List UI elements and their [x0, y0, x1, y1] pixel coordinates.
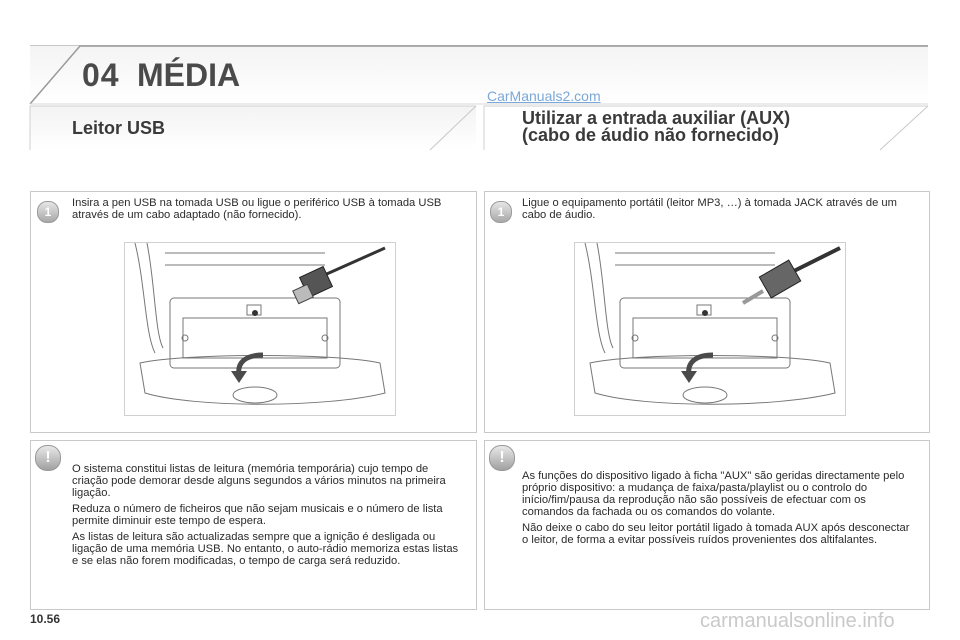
- usb-step-text: Insira a pen USB na tomada USB ou ligue o periférico USB à tomada USB através de um cabo adaptado (não fornecido).: [72, 197, 442, 221]
- step-number-badge: 1: [490, 201, 512, 223]
- watermark-link[interactable]: CarManuals2.com: [487, 88, 601, 104]
- aux-step-text: Ligue o equipamento portátil (leitor MP3, …) à tomada JACK através de um cabo de áudio.: [522, 197, 897, 221]
- step-number-badge: 1: [37, 201, 59, 223]
- warning-icon: !: [489, 445, 515, 471]
- usb-plug-icon: [252, 248, 385, 316]
- aux-warning-text: [522, 470, 914, 550]
- usb-illustration: [124, 242, 396, 416]
- usb-note-1: O sistema constitui listas de leitura (memória temporária) cujo tempo de criação pode demorar desde alguns segundos a vários minutos na primeira ligação.: [72, 463, 446, 499]
- chapter-number: 04: [82, 57, 120, 93]
- section-title-usb: Leitor USB: [72, 118, 166, 138]
- section-title-aux-line1: Utilizar a entrada auxiliar (AUX): [522, 108, 791, 128]
- page-number: 10.56: [30, 612, 61, 626]
- aux-note-2: Não deixe o cabo do seu leitor portátil ligado à tomada AUX após desconectar o leitor, de forma a evitar possíveis ruídos provenientes dos altifalantes.: [522, 522, 910, 546]
- section-title-aux-line2: (cabo de áudio não fornecido): [522, 125, 780, 145]
- jack-plug-icon: [702, 248, 840, 316]
- usb-note-3: As listas de leitura são actualizadas sempre que a ignição é desligada ou ligação de uma memória USB. No entanto, o auto-rádio memoriza estas listas e se elas não forem modificadas, o tempo de carga será reduzido.: [72, 531, 459, 567]
- footer-watermark: carmanualsonline.info: [700, 610, 895, 632]
- warning-icon: !: [35, 445, 61, 471]
- usb-note-2: Reduza o número de ficheiros que não sejam musicais e o número de lista permite diminuir este tempo de espera.: [72, 503, 443, 527]
- curved-arrow-icon: [681, 355, 713, 383]
- aux-note-1: As funções do dispositivo ligado à ficha "AUX" são geridas directamente pelo próprio dispositivo: a mudança de faixa/pasta/playlist ou o controlo do início/fim/pausa da reprodução não são possíveis de efectuar com os comandos da fachada ou os comandos do volante.: [522, 470, 905, 518]
- curved-arrow-icon: [231, 355, 263, 383]
- chapter-title: MÉDIA: [137, 57, 241, 93]
- usb-warning-text: [72, 463, 464, 571]
- aux-illustration: [574, 242, 846, 416]
